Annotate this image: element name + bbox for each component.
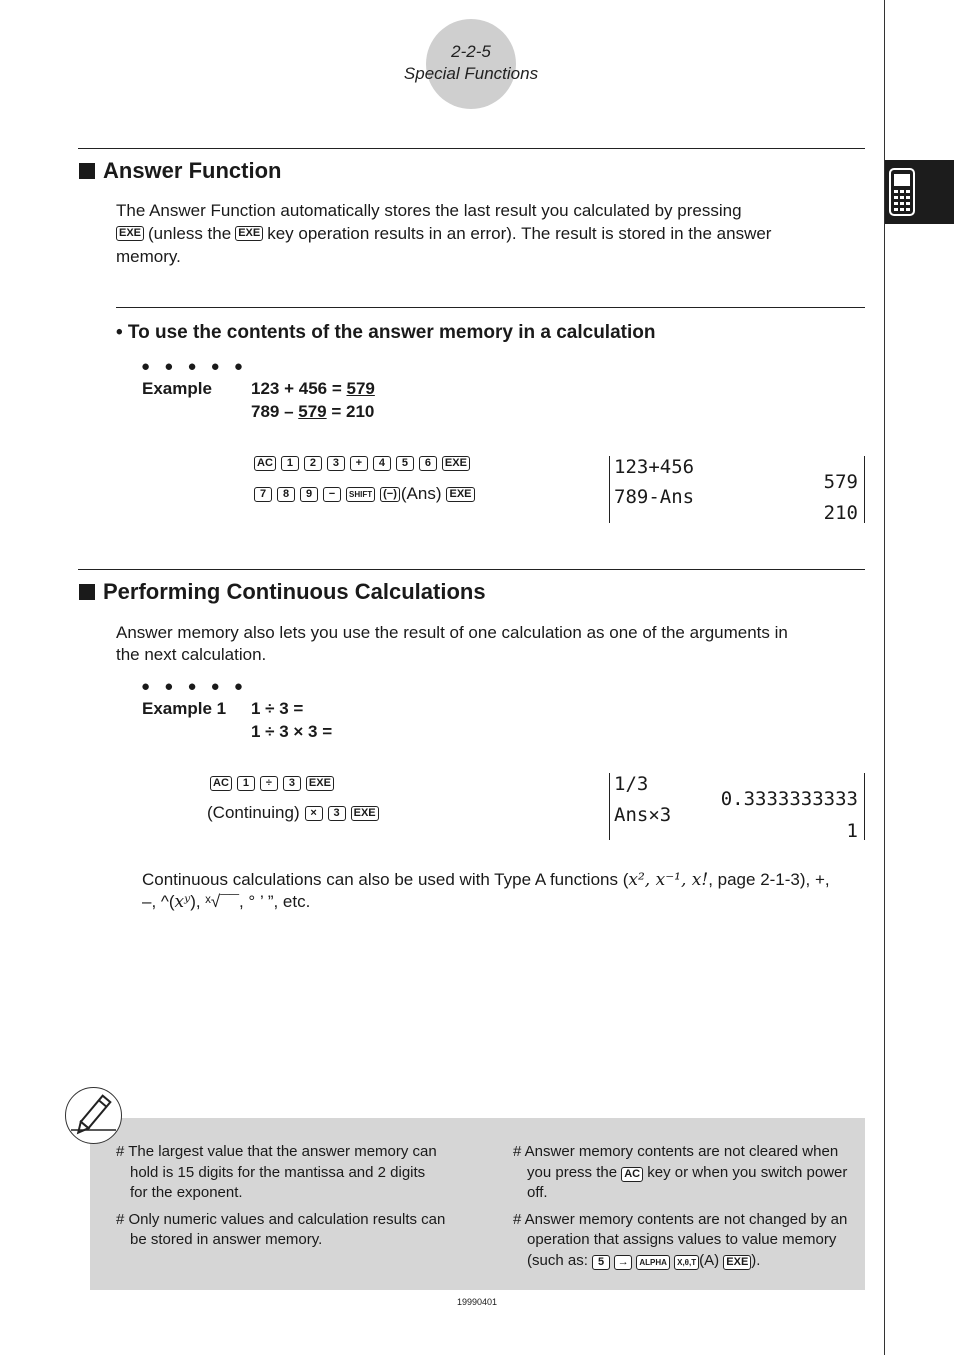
exe-key-icon: EXE xyxy=(446,487,474,502)
section-title-text: Answer Function xyxy=(103,158,282,183)
calculator-icon xyxy=(889,168,915,216)
paragraph-line xyxy=(142,890,310,914)
paragraph-line xyxy=(116,222,771,245)
note-left-column xyxy=(116,1142,446,1251)
example-equation-2: 1 ÷ 3 × 3 = xyxy=(251,722,333,741)
section-rule xyxy=(78,569,865,570)
eq-ref: 579 xyxy=(298,402,327,421)
key-sequence-row-2 xyxy=(207,803,379,823)
example-dots: ● ● ● ● ● xyxy=(141,678,248,695)
key-4-icon: 4 xyxy=(373,456,391,471)
key-1-icon: 1 xyxy=(237,776,255,791)
note-item xyxy=(513,1210,848,1272)
key-9-icon: 9 xyxy=(300,487,318,502)
page-number: 2-2-5 xyxy=(451,42,491,61)
para-text: –, ^( xyxy=(142,892,175,911)
paragraph-line: memory. xyxy=(116,247,181,266)
alpha-key-icon: ALPHA xyxy=(636,1255,670,1270)
note-right-column xyxy=(513,1142,848,1271)
note-item: # The largest value that the answer memory can hold is 15 digits for the mantissa and 2 digits for the exponent. xyxy=(116,1143,437,1201)
ac-key-icon: AC xyxy=(254,456,276,471)
key-6-icon: 6 xyxy=(419,456,437,471)
minus-key-icon: − xyxy=(323,487,341,502)
section-rule xyxy=(78,148,865,149)
example-equation-1: 1 ÷ 3 = xyxy=(251,699,304,718)
shift-key-icon: SHIFT xyxy=(346,487,375,502)
paragraph-line: the next calculation. xyxy=(116,645,267,664)
eq-text: 789 – xyxy=(251,402,299,421)
note-text: key or when you switch power off. xyxy=(527,1163,848,1201)
section-name: Special Functions xyxy=(403,64,539,83)
eq-text: 123 + 456 = xyxy=(251,379,347,398)
key-2-icon: 2 xyxy=(304,456,322,471)
note-text: # Answer memory contents are not cleared when you press the xyxy=(513,1143,839,1181)
calculator-screen-1 xyxy=(609,456,865,523)
example-dots: ● ● ● ● ● xyxy=(141,358,248,375)
subsection-rule xyxy=(116,307,865,308)
ac-key-icon: AC xyxy=(621,1167,643,1182)
ans-label: (Ans) xyxy=(400,484,442,503)
eq-result: 579 xyxy=(346,379,375,398)
negative-key-icon: (−) xyxy=(380,487,400,502)
key-sequence-row-2 xyxy=(254,484,475,504)
exe-key-icon: EXE xyxy=(442,456,470,471)
x-theta-t-key-icon: X,θ,T xyxy=(674,1255,699,1270)
screen-result: 579 xyxy=(823,471,858,493)
para-text: key operation results in an error). The result is stored in the answer xyxy=(267,224,772,243)
note-item xyxy=(513,1142,848,1204)
calculator-screen-2 xyxy=(609,773,865,840)
key-3-icon: 3 xyxy=(283,776,301,791)
para-text: , page 2-1-3), +, xyxy=(708,870,830,889)
key-7-icon: 7 xyxy=(254,487,272,502)
example-label: Example 1 xyxy=(142,699,227,718)
exe-key-icon: EXE xyxy=(723,1255,751,1270)
note-text: # Answer memory contents are not changed by an operation that assigns values to value memory (such as: xyxy=(513,1210,848,1269)
screen-line: 789-Ans xyxy=(614,486,695,508)
key-3-icon: 3 xyxy=(327,456,345,471)
screen-line: Ans×3 xyxy=(614,804,672,826)
example-equation-2 xyxy=(251,402,374,422)
footer-code: 19990401 xyxy=(456,1297,498,1307)
key-sequence-row-1 xyxy=(254,456,470,471)
plus-key-icon: + xyxy=(350,456,368,471)
note-pencil-icon xyxy=(65,1087,122,1144)
screen-result: 210 xyxy=(823,502,858,524)
para-text: Continuous calculations can also be used with Type A functions ( xyxy=(142,870,629,889)
screen-line: 1/3 xyxy=(614,773,649,795)
paragraph-line: Answer memory also lets you use the result of one calculation as one of the arguments in xyxy=(116,623,788,642)
key-sequence-row-1 xyxy=(210,776,334,791)
exe-key-icon: EXE xyxy=(306,776,334,791)
exe-key-icon: EXE xyxy=(235,226,263,241)
para-text: ), ˣ√¯¯, ° ’ ”, etc. xyxy=(190,892,311,911)
note-text: ). xyxy=(751,1251,761,1269)
section-title-continuous-calculations xyxy=(79,579,486,605)
example-label: Example xyxy=(142,379,212,398)
chapter-tab xyxy=(885,160,954,224)
key-8-icon: 8 xyxy=(277,487,295,502)
multiply-key-icon: × xyxy=(305,806,323,821)
eq-text: = 210 xyxy=(326,402,375,421)
key-1-icon: 1 xyxy=(281,456,299,471)
square-bullet-icon xyxy=(79,163,95,179)
note-text: (A) xyxy=(699,1251,720,1269)
function-list: x², x⁻¹, x! xyxy=(628,870,709,890)
key-3-icon: 3 xyxy=(328,806,346,821)
example-equation-1 xyxy=(251,379,375,399)
power-function: xʸ xyxy=(174,892,191,912)
screen-line: 123+456 xyxy=(614,456,695,478)
divide-key-icon: ÷ xyxy=(260,776,278,791)
key-5-icon: 5 xyxy=(592,1255,610,1270)
section-title-text: Performing Continuous Calculations xyxy=(103,579,486,604)
exe-key-icon: EXE xyxy=(116,226,144,241)
paragraph-line: The Answer Function automatically stores the last result you calculated by pressing xyxy=(116,201,742,220)
square-bullet-icon xyxy=(79,584,95,600)
paragraph-line xyxy=(142,868,830,892)
exe-key-icon: EXE xyxy=(351,806,379,821)
note-item: # Only numeric values and calculation results can be stored in answer memory. xyxy=(116,1210,446,1248)
key-5-icon: 5 xyxy=(396,456,414,471)
screen-result: 0.3333333333 xyxy=(720,788,858,810)
para-text: (unless the xyxy=(148,224,232,243)
screen-result: 1 xyxy=(846,820,858,842)
section-title-answer-function xyxy=(79,158,281,184)
pencil-icon xyxy=(66,1088,121,1143)
subheading: • To use the contents of the answer memory in a calculation xyxy=(116,322,656,343)
ac-key-icon: AC xyxy=(210,776,232,791)
arrow-key-icon: → xyxy=(614,1255,632,1270)
continuing-label: (Continuing) xyxy=(207,803,300,822)
